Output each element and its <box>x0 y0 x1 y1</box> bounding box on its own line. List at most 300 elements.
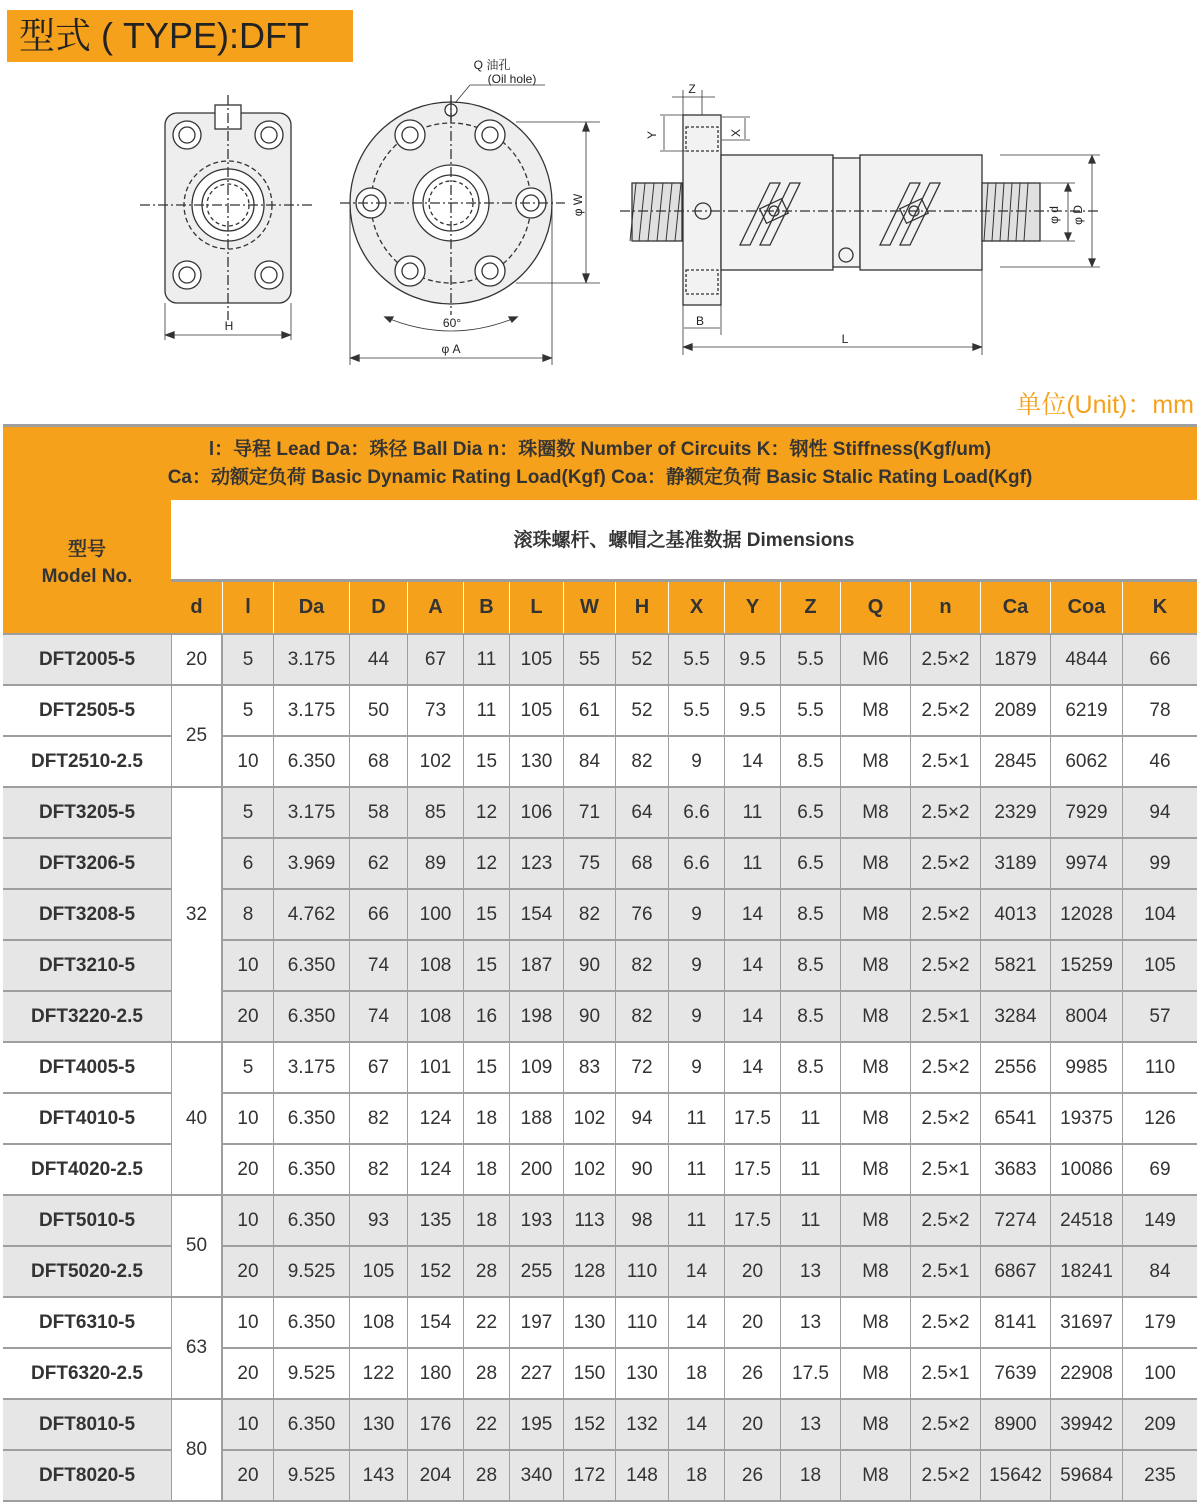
cell-w: 172 <box>563 1451 615 1500</box>
cell-q: M8 <box>840 686 910 735</box>
cell-h: 110 <box>615 1247 668 1296</box>
cell-a: 101 <box>407 1043 463 1092</box>
cell-z: 11 <box>780 1196 840 1245</box>
cell-da: 6.350 <box>273 1145 349 1194</box>
cell-b: 12 <box>463 788 509 837</box>
cell-a: 100 <box>407 890 463 939</box>
cell-y: 26 <box>724 1451 780 1500</box>
cell-b: 11 <box>463 635 509 684</box>
model-cell: DFT2510-2.5 <box>31 751 143 772</box>
cell-y: 14 <box>724 992 780 1041</box>
cell-b: 16 <box>463 992 509 1041</box>
cell-b: 28 <box>463 1247 509 1296</box>
cell-x: 14 <box>668 1298 724 1347</box>
cell-z: 6.5 <box>780 839 840 888</box>
model-cell: DFT3210-5 <box>38 955 136 976</box>
cell-x: 9 <box>668 737 724 786</box>
cell-y: 14 <box>724 737 780 786</box>
cell-y: 20 <box>724 1298 780 1347</box>
cell-h: 90 <box>615 1145 668 1194</box>
cell-n: 2.5×2 <box>910 788 980 837</box>
cell-q: M8 <box>840 1247 910 1296</box>
cell-y: 26 <box>724 1349 780 1398</box>
cell-y: 14 <box>724 941 780 990</box>
cell-z: 5.5 <box>780 686 840 735</box>
cell-w: 83 <box>563 1043 615 1092</box>
cell-da: 3.175 <box>273 635 349 684</box>
cell-coa: 59684 <box>1050 1451 1122 1500</box>
model-cell: DFT4005-5 <box>38 1057 136 1078</box>
oil-hole-en-label: (Oil hole) <box>487 72 537 86</box>
cell-l: 5 <box>222 686 273 735</box>
cell-h: 148 <box>615 1451 668 1500</box>
cell-k: 78 <box>1122 686 1197 735</box>
cell-h: 94 <box>615 1094 668 1143</box>
column-header-z: Z <box>780 582 840 633</box>
cell-da: 3.969 <box>273 839 349 888</box>
cell-w: 102 <box>563 1094 615 1143</box>
cell-d: 82 <box>349 1094 407 1143</box>
cell-a: 180 <box>407 1349 463 1398</box>
cell-q: M8 <box>840 737 910 786</box>
model-cell: DFT3220-2.5 <box>31 1006 143 1027</box>
cell-z: 6.5 <box>780 788 840 837</box>
cell-x: 5.5 <box>668 635 724 684</box>
cell-q: M8 <box>840 890 910 939</box>
cell-b: 22 <box>463 1400 509 1449</box>
cell-b: 28 <box>463 1451 509 1500</box>
cell-x: 5.5 <box>668 686 724 735</box>
dim-x-label: X <box>729 128 743 138</box>
cell-b: 18 <box>463 1196 509 1245</box>
cell-l: 20 <box>222 992 273 1041</box>
cell-w: 113 <box>563 1196 615 1245</box>
cell-d: 68 <box>349 737 407 786</box>
model-cell: DFT6310-5 <box>38 1312 136 1333</box>
cell-l: 255 <box>509 1247 563 1296</box>
cell-k: 94 <box>1122 788 1197 837</box>
cell-h: 64 <box>615 788 668 837</box>
cell-l: 10 <box>222 1094 273 1143</box>
column-header-x: X <box>668 582 724 633</box>
cell-w: 150 <box>563 1349 615 1398</box>
cell-a: 152 <box>407 1247 463 1296</box>
cell-coa: 18241 <box>1050 1247 1122 1296</box>
cell-ca: 6541 <box>980 1094 1050 1143</box>
column-header-w: W <box>563 582 615 633</box>
cell-b: 15 <box>463 890 509 939</box>
cell-l: 10 <box>222 1196 273 1245</box>
column-header-k: K <box>1122 582 1197 633</box>
cell-k: 104 <box>1122 890 1197 939</box>
cell-y: 20 <box>724 1247 780 1296</box>
cell-k: 149 <box>1122 1196 1197 1245</box>
technical-drawing <box>0 55 1200 380</box>
cell-l: 340 <box>509 1451 563 1500</box>
cell-k: 235 <box>1122 1451 1197 1500</box>
cell-l: 5 <box>222 788 273 837</box>
cell-q: M8 <box>840 1043 910 1092</box>
cell-da: 6.350 <box>273 1298 349 1347</box>
cell-coa: 7929 <box>1050 788 1122 837</box>
cell-h: 52 <box>615 686 668 735</box>
cell-n: 2.5×2 <box>910 1094 980 1143</box>
cell-w: 102 <box>563 1145 615 1194</box>
cell-q: M8 <box>840 788 910 837</box>
cell-d: 82 <box>349 1145 407 1194</box>
column-header-l: L <box>509 582 563 633</box>
dim-a-label: φ A <box>441 342 461 356</box>
cell-da: 4.762 <box>273 890 349 939</box>
model-cell: DFT5020-2.5 <box>31 1261 143 1282</box>
cell-n: 2.5×2 <box>910 839 980 888</box>
cell-y: 20 <box>724 1400 780 1449</box>
cell-da: 6.350 <box>273 1094 349 1143</box>
d-group-cell: 20 <box>171 635 222 686</box>
column-header-y: Y <box>724 582 780 633</box>
column-header-da: Da <box>273 582 349 633</box>
cell-k: 57 <box>1122 992 1197 1041</box>
d-group-cell: 63 <box>171 1298 222 1400</box>
cell-z: 18 <box>780 1451 840 1500</box>
cell-q: M8 <box>840 1094 910 1143</box>
cell-ca: 8900 <box>980 1400 1050 1449</box>
cell-l: 200 <box>509 1145 563 1194</box>
dim-z-label: Z <box>688 82 696 96</box>
cell-coa: 8004 <box>1050 992 1122 1041</box>
cell-a: 73 <box>407 686 463 735</box>
cell-k: 179 <box>1122 1298 1197 1347</box>
cell-x: 9 <box>668 1043 724 1092</box>
cell-k: 69 <box>1122 1145 1197 1194</box>
dim-angle-label: 60° <box>442 316 462 330</box>
model-cell: DFT2005-5 <box>38 649 136 670</box>
cell-l: 195 <box>509 1400 563 1449</box>
cell-l: 188 <box>509 1094 563 1143</box>
cell-coa: 24518 <box>1050 1196 1122 1245</box>
cell-x: 11 <box>668 1094 724 1143</box>
cell-b: 12 <box>463 839 509 888</box>
cell-z: 11 <box>780 1094 840 1143</box>
cell-n: 2.5×1 <box>910 737 980 786</box>
cell-x: 6.6 <box>668 788 724 837</box>
cell-a: 67 <box>407 635 463 684</box>
column-header-coa: Coa <box>1050 582 1122 633</box>
cell-n: 2.5×2 <box>910 1298 980 1347</box>
cell-y: 9.5 <box>724 635 780 684</box>
cell-d: 122 <box>349 1349 407 1398</box>
cell-coa: 9974 <box>1050 839 1122 888</box>
dim-y-label: Y <box>645 130 659 140</box>
cell-l: 20 <box>222 1247 273 1296</box>
cell-coa: 19375 <box>1050 1094 1122 1143</box>
cell-h: 68 <box>615 839 668 888</box>
cell-w: 82 <box>563 890 615 939</box>
cell-k: 110 <box>1122 1043 1197 1092</box>
cell-coa: 15259 <box>1050 941 1122 990</box>
d-group-cell: 80 <box>171 1400 222 1502</box>
cell-b: 22 <box>463 1298 509 1347</box>
cell-l: 10 <box>222 1400 273 1449</box>
model-cell: DFT4010-5 <box>38 1108 136 1129</box>
cell-w: 61 <box>563 686 615 735</box>
cell-w: 55 <box>563 635 615 684</box>
cell-b: 15 <box>463 1043 509 1092</box>
cell-da: 3.175 <box>273 686 349 735</box>
cell-a: 135 <box>407 1196 463 1245</box>
cell-da: 6.350 <box>273 1400 349 1449</box>
cell-z: 8.5 <box>780 737 840 786</box>
cell-l: 197 <box>509 1298 563 1347</box>
cell-d: 50 <box>349 686 407 735</box>
cell-a: 204 <box>407 1451 463 1500</box>
d-group-cell: 50 <box>171 1196 222 1298</box>
cell-w: 75 <box>563 839 615 888</box>
cell-h: 82 <box>615 992 668 1041</box>
cell-l: 20 <box>222 1451 273 1500</box>
cell-x: 6.6 <box>668 839 724 888</box>
cell-x: 11 <box>668 1196 724 1245</box>
cell-da: 3.175 <box>273 788 349 837</box>
cell-x: 9 <box>668 941 724 990</box>
cell-l: 106 <box>509 788 563 837</box>
cell-y: 11 <box>724 839 780 888</box>
cell-l: 109 <box>509 1043 563 1092</box>
cell-ca: 2845 <box>980 737 1050 786</box>
cell-l: 130 <box>509 737 563 786</box>
cell-l: 154 <box>509 890 563 939</box>
cell-w: 90 <box>563 941 615 990</box>
cell-k: 46 <box>1122 737 1197 786</box>
column-header-b: B <box>463 582 509 633</box>
cell-coa: 9985 <box>1050 1043 1122 1092</box>
cell-a: 108 <box>407 992 463 1041</box>
cell-l: 20 <box>222 1145 273 1194</box>
cell-l: 105 <box>509 686 563 735</box>
type-title: 型式 ( TYPE):DFT <box>7 10 353 62</box>
cell-w: 90 <box>563 992 615 1041</box>
side-view-flange <box>140 95 315 340</box>
cell-ca: 2556 <box>980 1043 1050 1092</box>
cell-k: 100 <box>1122 1349 1197 1398</box>
cell-w: 152 <box>563 1400 615 1449</box>
column-header-n: n <box>910 582 980 633</box>
cell-h: 130 <box>615 1349 668 1398</box>
cell-q: M8 <box>840 1400 910 1449</box>
cell-n: 2.5×2 <box>910 686 980 735</box>
cell-l: 227 <box>509 1349 563 1398</box>
cell-coa: 10086 <box>1050 1145 1122 1194</box>
cell-l: 198 <box>509 992 563 1041</box>
d-group-cell: 32 <box>171 788 222 1043</box>
cell-ca: 7274 <box>980 1196 1050 1245</box>
cell-d: 44 <box>349 635 407 684</box>
cell-h: 72 <box>615 1043 668 1092</box>
column-header-a: A <box>407 582 463 633</box>
cell-a: 124 <box>407 1094 463 1143</box>
cell-l: 105 <box>509 635 563 684</box>
cell-n: 2.5×1 <box>910 1247 980 1296</box>
model-header-en: Model No. <box>41 566 133 587</box>
cell-l: 187 <box>509 941 563 990</box>
cell-q: M8 <box>840 941 910 990</box>
cell-n: 2.5×1 <box>910 992 980 1041</box>
model-cell: DFT3208-5 <box>38 904 136 925</box>
cell-n: 2.5×2 <box>910 941 980 990</box>
cell-x: 9 <box>668 992 724 1041</box>
cell-ca: 15642 <box>980 1451 1050 1500</box>
cell-k: 99 <box>1122 839 1197 888</box>
cell-y: 17.5 <box>724 1196 780 1245</box>
model-cell: DFT4020-2.5 <box>31 1159 143 1180</box>
cell-z: 13 <box>780 1400 840 1449</box>
cell-da: 9.525 <box>273 1349 349 1398</box>
cell-b: 18 <box>463 1145 509 1194</box>
cell-d: 74 <box>349 941 407 990</box>
cell-q: M8 <box>840 1451 910 1500</box>
cell-b: 15 <box>463 941 509 990</box>
cell-q: M8 <box>840 1298 910 1347</box>
model-cell: DFT2505-5 <box>38 700 136 721</box>
cell-l: 8 <box>222 890 273 939</box>
cell-d: 143 <box>349 1451 407 1500</box>
cell-h: 98 <box>615 1196 668 1245</box>
cell-n: 2.5×2 <box>910 1400 980 1449</box>
model-cell: DFT6320-2.5 <box>31 1363 143 1384</box>
cell-d: 130 <box>349 1400 407 1449</box>
cell-z: 13 <box>780 1298 840 1347</box>
cell-w: 128 <box>563 1247 615 1296</box>
cell-coa: 31697 <box>1050 1298 1122 1347</box>
cell-l: 10 <box>222 1298 273 1347</box>
cell-a: 108 <box>407 941 463 990</box>
model-header-cn: 型号 <box>67 539 106 560</box>
cell-h: 82 <box>615 941 668 990</box>
dim-d-small-label: φ d <box>1047 206 1061 224</box>
cell-q: M8 <box>840 839 910 888</box>
model-cell: DFT5010-5 <box>38 1210 136 1231</box>
cell-da: 6.350 <box>273 941 349 990</box>
model-cell: DFT3205-5 <box>38 802 136 823</box>
column-header-h: H <box>615 582 668 633</box>
cell-x: 14 <box>668 1247 724 1296</box>
cell-d: 67 <box>349 1043 407 1092</box>
oil-hole-label: Q 油孔 <box>473 58 511 72</box>
cell-a: 102 <box>407 737 463 786</box>
dim-w-label: φ W <box>571 193 585 217</box>
cell-k: 126 <box>1122 1094 1197 1143</box>
cell-a: 176 <box>407 1400 463 1449</box>
cell-b: 15 <box>463 737 509 786</box>
cell-coa: 22908 <box>1050 1349 1122 1398</box>
d-group-cell: 40 <box>171 1043 222 1196</box>
dim-h-label: H <box>224 319 234 333</box>
side-view-nut <box>620 90 1100 355</box>
cell-y: 14 <box>724 890 780 939</box>
cell-ca: 8141 <box>980 1298 1050 1347</box>
cell-q: M8 <box>840 1349 910 1398</box>
cell-d: 62 <box>349 839 407 888</box>
cell-ca: 6867 <box>980 1247 1050 1296</box>
cell-k: 209 <box>1122 1400 1197 1449</box>
cell-ca: 2089 <box>980 686 1050 735</box>
cell-y: 14 <box>724 1043 780 1092</box>
cell-h: 76 <box>615 890 668 939</box>
cell-d: 74 <box>349 992 407 1041</box>
cell-coa: 4844 <box>1050 635 1122 684</box>
cell-h: 110 <box>615 1298 668 1347</box>
cell-z: 5.5 <box>780 635 840 684</box>
cell-ca: 3284 <box>980 992 1050 1041</box>
cell-x: 18 <box>668 1451 724 1500</box>
cell-q: M6 <box>840 635 910 684</box>
cell-b: 28 <box>463 1349 509 1398</box>
cell-da: 9.525 <box>273 1247 349 1296</box>
cell-a: 89 <box>407 839 463 888</box>
cell-d: 58 <box>349 788 407 837</box>
cell-x: 9 <box>668 890 724 939</box>
cell-l: 20 <box>222 1349 273 1398</box>
cell-q: M8 <box>840 1145 910 1194</box>
dim-b-label: B <box>695 314 705 328</box>
cell-d: 108 <box>349 1298 407 1347</box>
cell-ca: 3683 <box>980 1145 1050 1194</box>
cell-ca: 2329 <box>980 788 1050 837</box>
cell-z: 8.5 <box>780 890 840 939</box>
cell-l: 5 <box>222 1043 273 1092</box>
cell-y: 17.5 <box>724 1145 780 1194</box>
cell-y: 17.5 <box>724 1094 780 1143</box>
cell-b: 11 <box>463 686 509 735</box>
cell-ca: 3189 <box>980 839 1050 888</box>
cell-z: 8.5 <box>780 992 840 1041</box>
cell-k: 66 <box>1122 635 1197 684</box>
cell-a: 154 <box>407 1298 463 1347</box>
cell-coa: 39942 <box>1050 1400 1122 1449</box>
model-column-header <box>3 500 171 635</box>
cell-n: 2.5×1 <box>910 1145 980 1194</box>
cell-da: 6.350 <box>273 992 349 1041</box>
cell-q: M8 <box>840 1196 910 1245</box>
dim-d-big-label: φ D <box>1071 205 1085 225</box>
cell-n: 2.5×2 <box>910 635 980 684</box>
column-header-d: d <box>190 596 203 618</box>
cell-da: 6.350 <box>273 737 349 786</box>
model-cell: DFT8010-5 <box>38 1414 136 1435</box>
cell-da: 9.525 <box>273 1451 349 1500</box>
cell-n: 2.5×1 <box>910 1349 980 1398</box>
cell-l: 10 <box>222 941 273 990</box>
cell-n: 2.5×2 <box>910 1196 980 1245</box>
dimensions-header: 滚珠螺杆、螺帽之基准数据 Dimensions <box>171 500 1197 582</box>
cell-n: 2.5×2 <box>910 1451 980 1500</box>
cell-y: 11 <box>724 788 780 837</box>
cell-x: 18 <box>668 1349 724 1398</box>
cell-z: 17.5 <box>780 1349 840 1398</box>
cell-k: 105 <box>1122 941 1197 990</box>
cell-w: 71 <box>563 788 615 837</box>
legend-line-2: Ca：动额定负荷 Basic Dynamic Rating Load(Kgf) Coa：静额定负荷 Basic Stalic Rating Load(Kgf) <box>167 467 1033 488</box>
cell-coa: 12028 <box>1050 890 1122 939</box>
cell-z: 8.5 <box>780 1043 840 1092</box>
cell-q: M8 <box>840 992 910 1041</box>
front-view-flange <box>340 85 600 365</box>
cell-n: 2.5×2 <box>910 890 980 939</box>
legend-box <box>3 424 1197 500</box>
cell-k: 84 <box>1122 1247 1197 1296</box>
cell-ca: 7639 <box>980 1349 1050 1398</box>
cell-x: 14 <box>668 1400 724 1449</box>
